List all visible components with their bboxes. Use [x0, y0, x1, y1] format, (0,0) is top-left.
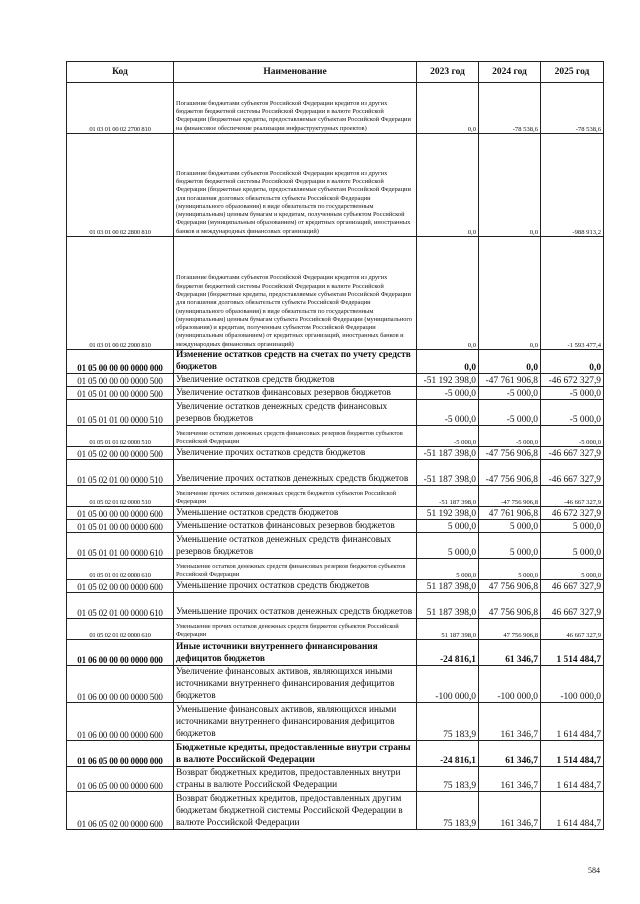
row-value-2024: 0,0: [479, 134, 541, 237]
row-name: Уменьшение остатков финансовых резервов бюджетов: [174, 520, 417, 533]
table-row: [67, 400, 604, 426]
page-number: 584: [588, 866, 600, 875]
table-header-row: [67, 62, 604, 83]
row-value-2023: 51 187 398,0: [417, 580, 479, 593]
row-name: Иные источники внутреннего финансирования дефицитов бюджетов: [174, 640, 417, 666]
row-code: 01 03 01 00 02 2900 810: [67, 237, 174, 350]
row-name: Увеличение остатков средств бюджетов: [174, 374, 417, 387]
row-value-2023: 51 187 398,0: [417, 619, 479, 640]
row-value-2024: -5 000,0: [479, 426, 541, 447]
row-value-2025: -46 667 327,9: [541, 447, 604, 460]
row-value-2025: 1 614 484,7: [541, 792, 604, 830]
row-code: 01 06 05 00 00 0000 600: [67, 767, 174, 792]
row-code: 01 06 05 00 00 0000 000: [67, 741, 174, 767]
table-row: [67, 593, 604, 619]
row-value-2023: -5 000,0: [417, 400, 479, 426]
row-code: 01 05 01 01 02 0000 510: [67, 426, 174, 447]
row-code: 01 06 05 02 00 0000 600: [67, 792, 174, 830]
row-name: Уменьшение остатков денежных средств финансовых резервов бюджетов субъектов Российской Федерации: [174, 559, 417, 580]
row-code: 01 05 02 00 00 0000 600: [67, 580, 174, 593]
table-row: [67, 486, 604, 507]
row-value-2025: -1 593 477,4: [541, 237, 604, 350]
table-row: [67, 237, 604, 350]
row-value-2025: -5 000,0: [541, 387, 604, 400]
header-2024: 2024 год: [479, 62, 541, 83]
table-row: [67, 134, 604, 237]
row-value-2024: -5 000,0: [479, 387, 541, 400]
row-code: 01 03 01 00 02 2800 810: [67, 134, 174, 237]
row-name: Уменьшение прочих остатков денежных средств бюджетов субъектов Российской Федерации: [174, 619, 417, 640]
row-value-2024: 61 346,7: [479, 640, 541, 666]
table-row: [67, 792, 604, 830]
row-value-2025: 1 614 484,7: [541, 703, 604, 741]
row-value-2024: 47 761 906,8: [479, 507, 541, 520]
row-name: Уменьшение прочих остатков денежных средств бюджетов: [174, 593, 417, 619]
row-value-2023: -51 187 398,0: [417, 486, 479, 507]
table-row: [67, 580, 604, 593]
table-row: [67, 520, 604, 533]
row-value-2023: 75 183,9: [417, 792, 479, 830]
row-code: 01 05 01 01 02 0000 610: [67, 559, 174, 580]
row-value-2023: -5 000,0: [417, 387, 479, 400]
row-code: 01 06 00 00 00 0000 600: [67, 703, 174, 741]
row-value-2024: 5 000,0: [479, 559, 541, 580]
row-value-2025: -5 000,0: [541, 400, 604, 426]
row-value-2023: 51 187 398,0: [417, 593, 479, 619]
row-name: Увеличение остатков финансовых резервов бюджетов: [174, 387, 417, 400]
row-value-2025: -46 667 327,9: [541, 486, 604, 507]
table-row: [67, 447, 604, 460]
row-code: 01 06 00 00 00 0000 000: [67, 640, 174, 666]
row-value-2024: 47 756 906,8: [479, 619, 541, 640]
row-value-2024: 0,0: [479, 350, 541, 374]
row-name: Уменьшение остатков денежных средств финансовых резервов бюджетов: [174, 533, 417, 559]
row-value-2024: 5 000,0: [479, 533, 541, 559]
row-value-2024: -47 761 906,8: [479, 374, 541, 387]
row-value-2024: 0,0: [479, 237, 541, 350]
table-row: [67, 83, 604, 134]
table-row: [67, 350, 604, 374]
row-name: Погашение бюджетами субъектов Российской Федерации кредитов из других бюджетов бюджетной системы Российской Федерации в валюте Российской Федерации (бюджетные кредиты, предоставляемые субъектам Российской Федерации для погашения долговых обязательств субъекта Российской Федерации (муниципального образования) в виде обязательств по государственным (муниципальным) ценным бумагам и кредитам, полученным субъектом Российской Федерации (муниципальным образованием) от кредитных организаций, иностранных банков и международных финансовых организаций): [174, 134, 417, 237]
row-value-2023: -51 192 398,0: [417, 374, 479, 387]
row-name: Возврат бюджетных кредитов, предоставленных внутри страны в валюте Российской Федерации: [174, 767, 417, 792]
table-row: [67, 533, 604, 559]
row-name: Увеличение финансовых активов, являющихся иными источниками внутреннего финансирования дефицитов бюджетов: [174, 666, 417, 703]
row-value-2023: -51 187 398,0: [417, 460, 479, 486]
row-value-2023: -24 816,1: [417, 640, 479, 666]
row-name: Уменьшение финансовых активов, являющихся иными источниками внутреннего финансирования дефицитов бюджетов: [174, 703, 417, 741]
row-value-2025: -46 667 327,9: [541, 460, 604, 486]
row-code: 01 05 02 01 02 0000 610: [67, 619, 174, 640]
row-value-2024: 5 000,0: [479, 520, 541, 533]
header-2025: 2025 год: [541, 62, 604, 83]
row-name: Увеличение прочих остатков средств бюджетов: [174, 447, 417, 460]
row-value-2024: 161 346,7: [479, 792, 541, 830]
row-value-2025: -46 672 327,9: [541, 374, 604, 387]
row-name: Увеличение прочих остатков денежных средств бюджетов субъектов Российской Федерации: [174, 486, 417, 507]
table-row: [67, 703, 604, 741]
table-row: [67, 426, 604, 447]
table-row: [67, 374, 604, 387]
budget-sources-table: [66, 61, 604, 830]
table-row: [67, 507, 604, 520]
table-row: [67, 559, 604, 580]
row-name: Погашение бюджетами субъектов Российской Федерации кредитов из других бюджетов бюджетной системы Российской Федерации в валюте Российской Федерации (бюджетные кредиты, предоставляемые субъектам Российской Федерации на финансовое обеспечение реализации инфраструктурных проектов): [174, 83, 417, 134]
row-code: 01 03 01 00 02 2700 810: [67, 83, 174, 134]
row-code: 01 05 02 01 02 0000 510: [67, 486, 174, 507]
row-value-2024: -47 756 906,8: [479, 460, 541, 486]
row-value-2025: 1 514 484,7: [541, 741, 604, 767]
header-name: Наименование: [174, 62, 417, 83]
row-name: Увеличение прочих остатков денежных средств бюджетов: [174, 460, 417, 486]
row-code: 01 05 01 00 00 0000 600: [67, 520, 174, 533]
row-value-2025: 46 667 327,9: [541, 619, 604, 640]
row-code: 01 06 00 00 00 0000 500: [67, 666, 174, 703]
row-name: Уменьшение остатков средств бюджетов: [174, 507, 417, 520]
row-value-2024: -78 538,6: [479, 83, 541, 134]
row-code: 01 05 01 01 00 0000 510: [67, 400, 174, 426]
row-value-2024: -5 000,0: [479, 400, 541, 426]
table-row: [67, 460, 604, 486]
row-name: Уменьшение прочих остатков средств бюджетов: [174, 580, 417, 593]
row-code: 01 05 00 00 00 0000 500: [67, 374, 174, 387]
row-value-2024: -100 000,0: [479, 666, 541, 703]
row-value-2023: 5 000,0: [417, 520, 479, 533]
row-value-2024: 47 756 906,8: [479, 593, 541, 619]
row-code: 01 05 01 00 00 0000 500: [67, 387, 174, 400]
row-value-2023: 0,0: [417, 83, 479, 134]
header-code: Код: [67, 62, 174, 83]
row-value-2023: 0,0: [417, 350, 479, 374]
row-value-2025: 46 667 327,9: [541, 593, 604, 619]
row-code: 01 05 00 00 00 0000 600: [67, 507, 174, 520]
row-value-2023: 75 183,9: [417, 703, 479, 741]
row-value-2025: 5 000,0: [541, 520, 604, 533]
row-value-2025: 5 000,0: [541, 533, 604, 559]
row-code: 01 05 00 00 00 0000 000: [67, 350, 174, 374]
row-value-2025: -78 538,6: [541, 83, 604, 134]
row-name: Увеличение остатков денежных средств финансовых резервов бюджетов: [174, 400, 417, 426]
row-value-2023: -51 187 398,0: [417, 447, 479, 460]
table-row: [67, 640, 604, 666]
row-code: 01 05 02 01 00 0000 610: [67, 593, 174, 619]
row-value-2025: -100 000,0: [541, 666, 604, 703]
table-row: [67, 666, 604, 703]
row-value-2024: 161 346,7: [479, 703, 541, 741]
row-value-2024: -47 756 906,8: [479, 447, 541, 460]
row-name: Увеличение остатков денежных средств финансовых резервов бюджетов субъектов Российской Федерации: [174, 426, 417, 447]
row-value-2024: 47 756 906,8: [479, 580, 541, 593]
row-code: 01 05 01 01 00 0000 610: [67, 533, 174, 559]
row-value-2023: -100 000,0: [417, 666, 479, 703]
row-name: Погашение бюджетами субъектов Российской Федерации кредитов из других бюджетов бюджетной системы Российской Федерации в валюте Российской Федерации (бюджетные кредиты, предоставляемые субъектам Российской Федерации для погашения долговых обязательств субъекта Российской Федерации (муниципального образования) в виде обязательств по государственным (муниципальным) ценным бумагам субъекта Российской Федерации (муниципального образования) и кредитам, полученным субъектом Российской Федерации (муниципальным образованием) от кредитных организаций, иностранных банков и международных финансовых организаций): [174, 237, 417, 350]
row-value-2025: 46 672 327,9: [541, 507, 604, 520]
row-name: Изменение остатков средств на счетах по учету средств бюджетов: [174, 350, 417, 374]
row-value-2023: 75 183,9: [417, 767, 479, 792]
row-value-2025: -5 000,0: [541, 426, 604, 447]
row-value-2023: -5 000,0: [417, 426, 479, 447]
table-row: [67, 767, 604, 792]
table-row: [67, 619, 604, 640]
row-value-2024: 61 346,7: [479, 741, 541, 767]
row-value-2023: 0,0: [417, 237, 479, 350]
row-value-2023: 0,0: [417, 134, 479, 237]
row-value-2023: 5 000,0: [417, 559, 479, 580]
row-value-2024: -47 756 906,8: [479, 486, 541, 507]
row-value-2025: 1 514 484,7: [541, 640, 604, 666]
row-value-2023: 51 192 398,0: [417, 507, 479, 520]
row-value-2025: 0,0: [541, 350, 604, 374]
row-value-2025: 5 000,0: [541, 559, 604, 580]
table-row: [67, 387, 604, 400]
row-value-2023: 5 000,0: [417, 533, 479, 559]
row-name: Возврат бюджетных кредитов, предоставленных другим бюджетам бюджетной системы Российской Федерации в валюте Российской Федерации: [174, 792, 417, 830]
row-name: Бюджетные кредиты, предоставленные внутри страны в валюте Российской Федерации: [174, 741, 417, 767]
row-value-2025: 1 614 484,7: [541, 767, 604, 792]
table-row: [67, 741, 604, 767]
row-code: 01 05 02 01 00 0000 510: [67, 460, 174, 486]
row-value-2025: -988 913,2: [541, 134, 604, 237]
header-2023: 2023 год: [417, 62, 479, 83]
row-code: 01 05 02 00 00 0000 500: [67, 447, 174, 460]
row-value-2025: 46 667 327,9: [541, 580, 604, 593]
row-value-2023: -24 816,1: [417, 741, 479, 767]
row-value-2024: 161 346,7: [479, 767, 541, 792]
